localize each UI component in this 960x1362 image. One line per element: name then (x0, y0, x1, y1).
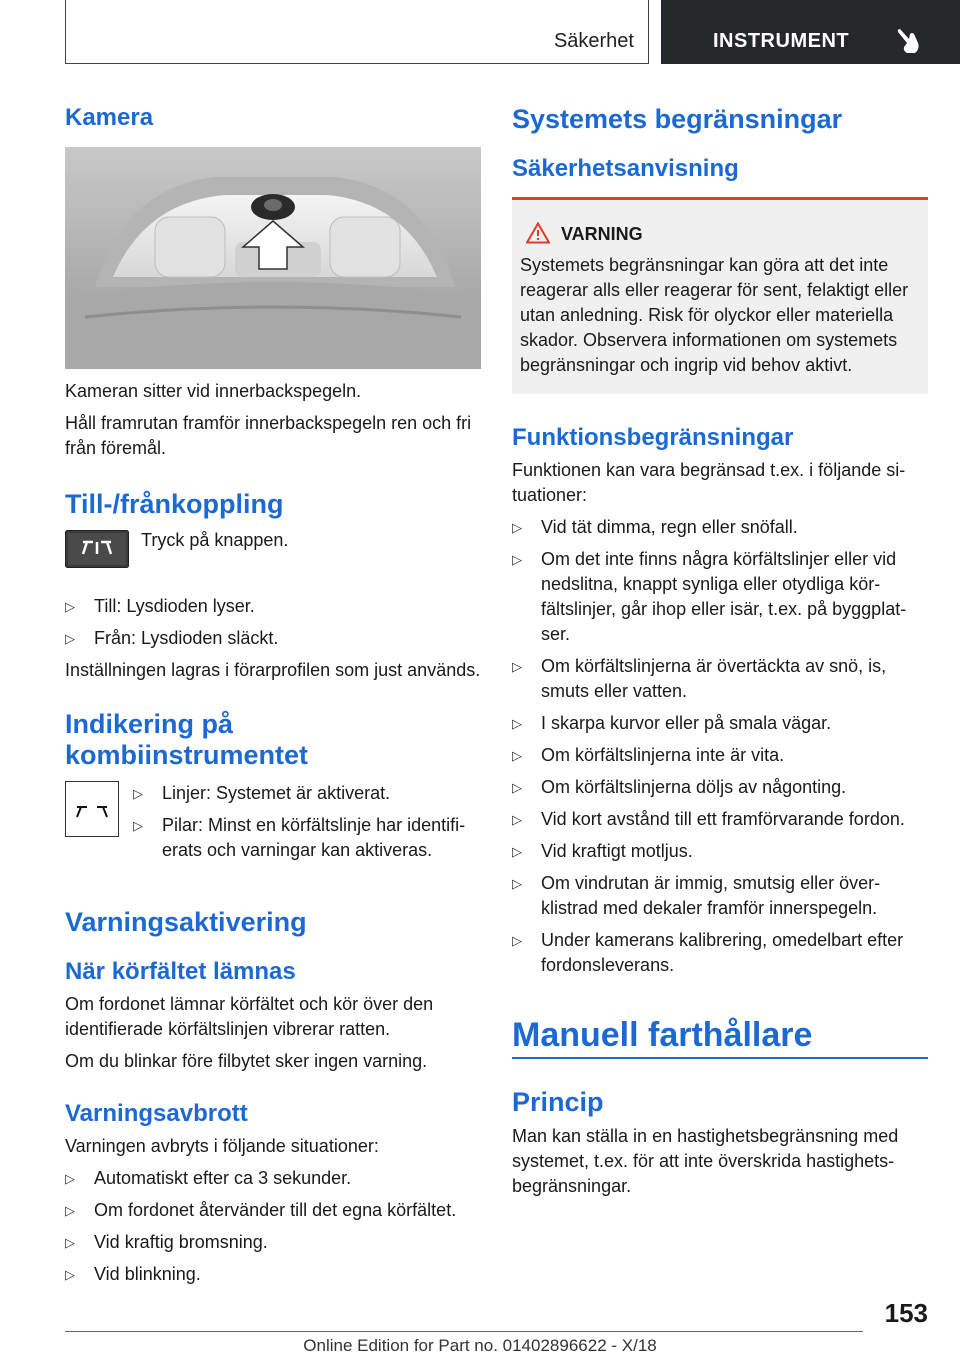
lane-button-row (65, 530, 481, 580)
warning-box (512, 197, 928, 394)
avbrott-text: Varningen avbryts i följande situationer: (65, 1136, 379, 1156)
manuell-heading-block (512, 1016, 928, 1059)
list-item: ▷ Om körfältslinjerna är övertäckta av snö, is, smuts eller vatten. (512, 654, 928, 704)
footer-divider (65, 1331, 863, 1332)
kamera-heading: Kamera (65, 104, 154, 131)
list-item: ▷ Till: Lysdioden lyser. (65, 594, 481, 619)
list-item: ▷ Vid blinkning. (65, 1262, 481, 1287)
list-item: ▷ Vid kort avstånd till ett framförvarande fordon. (512, 807, 928, 832)
till-note: Inställningen lagras i förarprofilen som just används. (65, 660, 481, 680)
pointing-hand-icon (896, 27, 922, 55)
warning-title: VARNING (561, 224, 643, 244)
ind-heading: Indikering på kombiinstrumentet (65, 709, 309, 770)
list-item: ▷ Pilar: Minst en körfältslinje har identifierats och varningar kan aktiveras. (133, 813, 481, 863)
ind-list (133, 781, 481, 863)
chapter-tab-label: INSTRUMENT (713, 30, 850, 52)
kamera-text-1: Kameran sitter vid innerbackspegeln. (65, 381, 362, 401)
manuell-heading: Manuell farthållare (512, 1016, 813, 1054)
lamnas-heading: När körfältet lämnas (65, 958, 296, 985)
kamera-text-2: Håll framrutan framför innerbackspegeln ren och fri från föremål. (65, 413, 472, 458)
lamnas-text-1: Om fordonet lämnar körfältet och kör över den identifierade körfältslinjen vibrerar ratten. (65, 994, 434, 1039)
list-item: ▷ Om körfältslinjerna inte är vita. (512, 743, 928, 768)
warning-header (520, 222, 920, 245)
list-item: ▷ Linjer: Systemet är aktiverat. (133, 781, 481, 806)
page-number: 153 (884, 1298, 928, 1328)
list-item: ▷ Om körfältslinjerna döljs av någonting. (512, 775, 928, 800)
princip-heading: Princip (512, 1087, 604, 1117)
list-item: ▷ Om det inte finns några körfältslinjer eller vid nedslitna, knappt synliga eller otydliga körfältslinjer, går ihop eller isär, t.ex. på byggplatser. (512, 547, 928, 647)
section-tab[interactable] (65, 0, 649, 64)
list-item: ▷ Vid kraftigt motljus. (512, 839, 928, 864)
lane-indicator-icon (65, 781, 119, 837)
princip-text: Man kan ställa in en hastighetsbegränsning med systemet, t.ex. för att inte överskrida hastighetsbegränsningar. (512, 1126, 899, 1196)
indicator-row (65, 781, 481, 871)
list-item: ▷ Vid kraftig bromsning. (65, 1230, 481, 1255)
section-tab-label: Säkerhet (553, 30, 634, 52)
avbrott-list (65, 1166, 481, 1287)
list-item: ▷ Under kamerans kalibrering, omedelbart efter fordonsleverans. (512, 928, 928, 978)
list-item: ▷ Om vindrutan är immig, smutsig eller överklistrad med dekaler framför innerspegeln. (512, 871, 928, 921)
footer-text[interactable]: Online Edition for Part no. 01402896622 - X/18 (303, 1336, 657, 1355)
funk-text: Funktionen kan vara begränsad t.ex. i följande situationer: (512, 460, 906, 505)
warning-text: Systemets begränsningar kan göra att det inte reagerar alls eller reagerar för sent, felaktigt eller utan anledning. Risk för olyckor eller materiella skador. Observera informationen om systemets begränsningar och ingrip vid behov aktivt. (520, 255, 909, 375)
varn-heading: Varningsaktivering (65, 907, 307, 937)
funk-heading: Funktionsbegränsningar (512, 424, 794, 451)
till-heading: Till-/frånkoppling (65, 489, 284, 519)
lane-departure-button-icon (65, 530, 129, 568)
right-column (512, 96, 928, 1206)
list-item: ▷ Om fordonet återvänder till det egna körfältet. (65, 1198, 481, 1223)
chapter-tab[interactable] (661, 0, 960, 64)
warning-triangle-icon (526, 222, 550, 244)
till-list (65, 594, 481, 651)
funk-list (512, 515, 928, 978)
list-item: ▷ Från: Lysdioden släckt. (65, 626, 481, 651)
list-item: ▷ I skarpa kurvor eller på smala vägar. (512, 711, 928, 736)
till-button-text: Tryck på knappen. (141, 530, 289, 550)
camera-location-photo (65, 147, 481, 369)
page-header (0, 0, 960, 66)
list-item: ▷ Vid tät dimma, regn eller snöfall. (512, 515, 928, 540)
sak-heading: Säkerhetsanvisning (512, 155, 739, 182)
left-column (65, 96, 481, 1294)
list-item: ▷ Automatiskt efter ca 3 sekunder. (65, 1166, 481, 1191)
lamnas-text-2: Om du blinkar före filbytet sker ingen varning. (65, 1051, 428, 1071)
sys-heading: Systemets begränsningar (512, 104, 843, 134)
avbrott-heading: Varningsavbrott (65, 1100, 248, 1127)
